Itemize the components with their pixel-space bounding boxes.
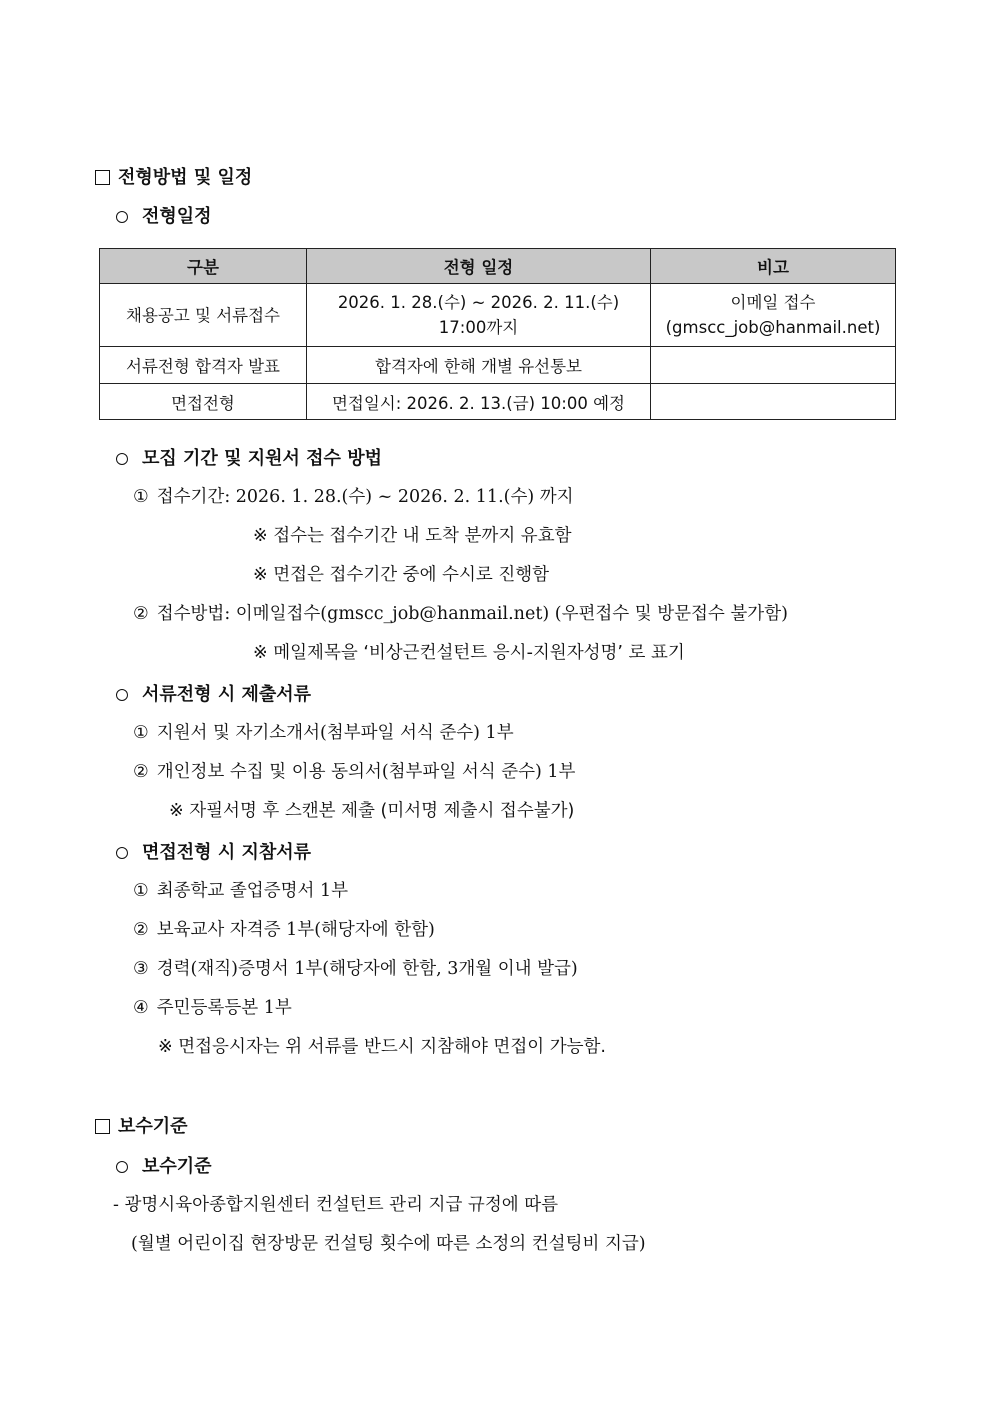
section-heading-pay <box>95 1112 188 1138</box>
circle-bullet-icon <box>116 847 128 859</box>
section-title: 전형방법 및 일정 <box>118 167 253 188</box>
table-row <box>100 384 896 420</box>
table-row <box>100 284 896 347</box>
subheading-pay: 보수기준 <box>116 1152 212 1178</box>
note: ※ 접수는 접수기간 내 도착 분까지 유효함 <box>253 526 572 546</box>
note: ※ 면접은 접수기간 중에 수시로 진행함 <box>253 565 550 585</box>
table-cell: 면접전형 <box>100 384 307 420</box>
circle-bullet-icon <box>116 689 128 701</box>
table-cell <box>651 384 896 420</box>
subheading-schedule: 전형일정 <box>116 202 212 228</box>
list-item: ② 보육교사 자격증 1부(해당자에 한함) <box>133 920 435 940</box>
table-cell: 합격자에 한해 개별 유선통보 <box>307 347 651 384</box>
table-cell: 서류전형 합격자 발표 <box>100 347 307 384</box>
table-header-row <box>100 249 896 284</box>
table-header: 전형 일정 <box>307 249 651 284</box>
table-row <box>100 347 896 384</box>
table-cell: 면접일시: 2026. 2. 13.(금) 10:00 예정 <box>307 384 651 420</box>
subheading-documents: 서류전형 시 제출서류 <box>116 680 311 706</box>
table-cell: 채용공고 및 서류접수 <box>100 284 307 347</box>
schedule-table <box>99 248 896 420</box>
list-item: ② 접수방법: 이메일접수(gmscc_job@hanmail.net) (우편접수 및 방문접수 불가함) <box>133 604 788 624</box>
paragraph: (월별 어린이집 현장방문 컨설팅 횟수에 따른 소정의 컨설팅비 지급) <box>131 1234 646 1254</box>
circle-bullet-icon <box>116 453 128 465</box>
list-item: ④ 주민등록등본 1부 <box>133 998 292 1018</box>
list-item: ③ 경력(재직)증명서 1부(해당자에 한함, 3개월 이내 발급) <box>133 959 578 979</box>
paragraph: - 광명시육아종합지원센터 컨설턴트 관리 지급 규정에 따름 <box>113 1195 559 1215</box>
circle-bullet-icon <box>116 211 128 223</box>
note: ※ 자필서명 후 스캔본 제출 (미서명 제출시 접수불가) <box>169 801 575 821</box>
list-item: ① 지원서 및 자기소개서(첨부파일 서식 준수) 1부 <box>133 723 514 743</box>
note: ※ 면접응시자는 위 서류를 반드시 지참해야 면접이 가능함. <box>158 1037 606 1057</box>
circle-bullet-icon <box>116 1161 128 1173</box>
table-cell: 2026. 1. 28.(수) ~ 2026. 2. 11.(수) 17:00까지 <box>307 284 651 347</box>
subheading-interview-docs: 면접전형 시 지참서류 <box>116 838 311 864</box>
table-cell <box>651 347 896 384</box>
checkbox-square-icon <box>95 1119 110 1134</box>
section-title: 보수기준 <box>118 1116 188 1137</box>
table-cell: 이메일 접수 (gmscc_job@hanmail.net) <box>651 284 896 347</box>
list-item: ① 접수기간: 2026. 1. 28.(수) ~ 2026. 2. 11.(수) 까지 <box>133 487 574 507</box>
table-header: 구분 <box>100 249 307 284</box>
note: ※ 메일제목을 ‘비상근컨설턴트 응시-지원자성명’ 로 표기 <box>253 643 685 663</box>
list-item: ② 개인정보 수집 및 이용 동의서(첨부파일 서식 준수) 1부 <box>133 762 576 782</box>
checkbox-square-icon <box>95 170 110 185</box>
subheading-recruit-period: 모집 기간 및 지원서 접수 방법 <box>116 444 382 470</box>
section-heading-selection <box>95 163 252 189</box>
table-header: 비고 <box>651 249 896 284</box>
list-item: ① 최종학교 졸업증명서 1부 <box>133 881 349 901</box>
